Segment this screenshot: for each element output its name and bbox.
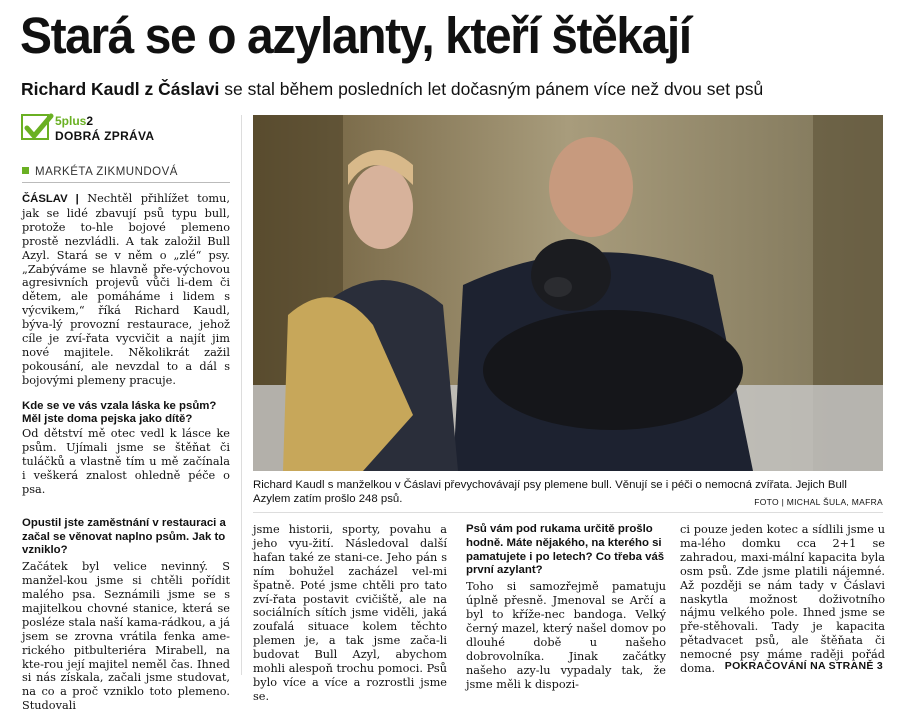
subhead-rest: se stal během posledních let dočasným pánem více než dvou set psů — [219, 79, 764, 99]
check-icon — [21, 114, 49, 140]
column-3 — [466, 523, 666, 691]
subhead-bold: Richard Kaudl z Čáslavi — [21, 79, 220, 99]
byline — [22, 166, 178, 178]
article-photo — [253, 115, 883, 471]
col4-paragraph: ci pouze jeden kotec a sídlili jsme u ma-lého domku cca 2+1 se zahradou, maxi-mální kapacita byla osm psů. Zde jsme platili nájemné. Až později se nám tady v Čáslavi naskytla možnost doživotního nájmu velkého pole. Ihned jsme se pře-stěhovali. Tady je kapacita pětadvacet psů, ale štěňata či nemocné psy máme raději pořád doma. — [680, 523, 885, 676]
headline: Stará se o azylanty, kteří štěkají — [20, 7, 691, 64]
author-name: MARKÉTA ZIKMUNDOVÁ — [35, 166, 178, 178]
byline-rule — [22, 182, 230, 183]
brand-a: 5plus — [55, 114, 87, 128]
dateline: ČÁSLAV | — [22, 193, 79, 205]
answer-3: Toho si samozřejmě pamatuju úplně přesně. Jmenoval se Arčí a byl to kříže-nec bandoga. Velký černý mazel, který našel domov po dlouhé době u našeho dobrovolníka. Jinak začátky našeho azy-lu vypadaly tak, že jsme měli k dispozi- — [466, 580, 666, 691]
column-2 — [253, 523, 447, 704]
answer-1: Od dětství mě otec vedl k lásce ke psům. Ujímali jsme se štěňat či tuláčků a vlastně tím u mě začínala i veškerá znalost ohledně péče o psa. — [22, 427, 230, 496]
column-divider — [241, 115, 242, 675]
good-news-badge — [21, 114, 231, 144]
col2-paragraph: jsme historii, sporty, povahu a jeho vyu-žití. Následoval další hafan také ze stani-ce. Jeho pán s ním bohužel zacházel vel-mi špatně. Poté jsme chtěli pro tato zví-řata postavit cvičiště, ale na sociálních sítích jsme viděli, jaká zoufalá situace kolem těchto plemen je, a tak jsme zača-li budovat Bull Azyl, abychom mohli alespoň trochu pomoci. Psů bylo více a více a rozrostli jsme se. — [253, 523, 447, 703]
intro-text: Nechtěl přihlížet tomu, jak se lidé zbavují psů typu bull, protože to-hle bojové plemeno prostě nezvládli. A tak založil Bull Azyl. Stará se v něm o „zlé“ psy. „Zabýváme se hlavně pře-výchovou agresivních projevů vůči li-dem či dětem, ale pomáháme i lidem s výcvikem,“ říká Richard Kaudl, býva-lý provozní restaurace, jehož cíle je zví-řata vycvičit a najít jim nové majitele. Několikrát zažil pokousání, ale nevzdal to a dál s bojovými plemeny pracuje. — [22, 192, 230, 387]
photo-caption: Richard Kaudl s manželkou v Čáslavi převychovávají psy plemene bull. Věnují se i péči o nemocná zvířata. Jejich Bull Azylem zatím prošlo 248 psů. — [253, 479, 847, 505]
photo-credit: FOTO | MICHAL ŠULA, MAFRA — [754, 497, 883, 507]
question-2: Opustil jste zaměstnání v restauraci a začal se věnovat naplno psům. Jak to vzniklo? — [22, 516, 226, 557]
question-3: Psů vám pod rukama určitě prošlo hodně. Máte nějakého, na kterého si pamatujete i po letech? Co třeba váš první azylant? — [466, 523, 665, 577]
square-icon — [22, 167, 29, 174]
column-1 — [22, 192, 230, 713]
caption-rule — [253, 512, 883, 513]
intro-paragraph — [22, 192, 230, 388]
continued-note: POKRAČOVÁNÍ NA STRANĚ 3 — [724, 660, 883, 672]
brand-label — [55, 114, 93, 128]
answer-2: Začátek byl velice nevinný. S manžel-kou jsme si chtěli pořídit malého psa. Seznámili jsme se s majitelkou chovné stanice, která se posléze stala naší kama-rádkou, a já jsem se zrovna vrátila fenka ame-rického pitbulteriéra Mirabell, na kte-rou její majitel neměl čas. Ihned si nás získala, začali jsme studovat, na co a proč vzniklo toto plemeno. Studovali — [22, 560, 230, 713]
question-1: Kde se ve vás vzala láska ke psům? Měl jste doma pejska jako dítě? — [22, 399, 217, 426]
column-4 — [680, 523, 885, 676]
brand-b: 2 — [86, 114, 94, 128]
badge-tag: DOBRÁ ZPRÁVA — [55, 129, 155, 143]
subheadline — [21, 78, 891, 100]
